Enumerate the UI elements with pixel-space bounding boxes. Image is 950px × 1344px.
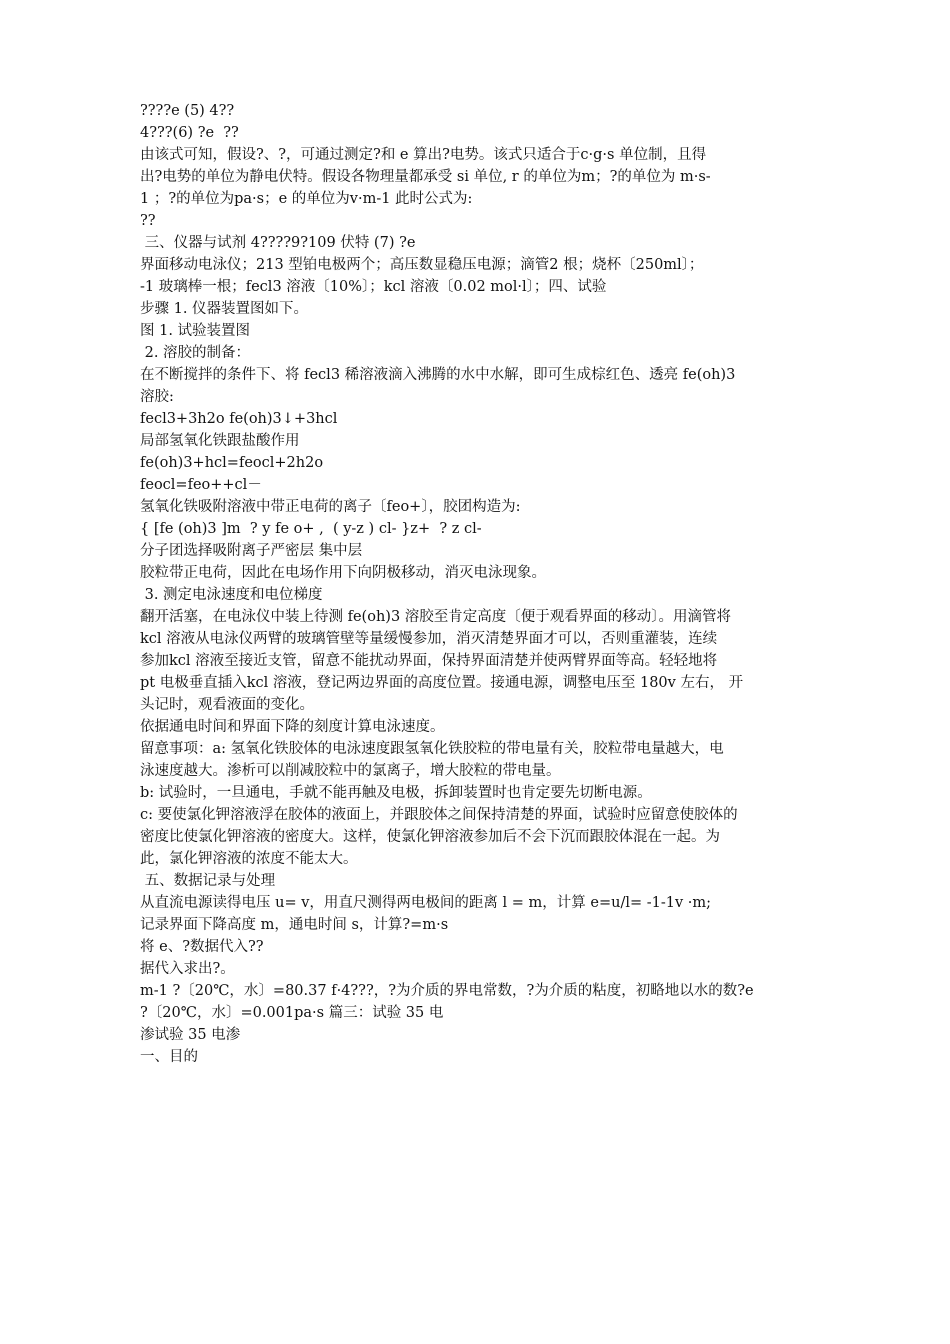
text-line: 将 e、?数据代入?? (140, 939, 264, 955)
text-line: m-1 ?〔20℃，水〕=80.37 f·4???，?为介质的界电常数，?为介质的粘度，初略地以水的数?e (140, 983, 754, 999)
text-line: 出?电势的单位为静电伏特。假设各物理量都承受 si 单位, r 的单位为m；?的单位为 m·s- (140, 169, 711, 185)
text-line: 1 ；?的单位为pa·s；e 的单位为v·m-1 此时公式为: (140, 191, 473, 207)
text-line: -1 玻璃棒一根；fecl3 溶液〔10%〕；kcl 溶液〔0.02 mol·l〕；四、试验 (140, 279, 607, 295)
text-line: 此，氯化钾溶液的浓度不能太大。 (140, 851, 358, 867)
text-line: ?? (140, 213, 156, 229)
text-line: 渗试验 35 电渗 (140, 1027, 241, 1043)
text-line: 溶胶: (140, 389, 174, 405)
section-heading: 一、目的 (140, 1049, 198, 1065)
text-line: 步骤 1. 仪器装置图如下。 (140, 301, 309, 317)
text-line: 由该式可知，假设?、?，可通过测定?和 e 算出?电势。该式只适合于c·g·s 单位制，且得 (140, 147, 707, 163)
text-line: c: 要使氯化钾溶液浮在胶体的液面上，并跟胶体之间保持清楚的界面，试验时应留意使胶体的 (140, 807, 738, 823)
text-line: 依据通电时间和界面下降的刻度计算电泳速度。 (140, 719, 445, 735)
equation-line: feocl=feo++cl－ (140, 477, 262, 493)
text-line: 分子团选择吸附离子严密层 集中层 (140, 543, 363, 559)
text-line: 4???(6) ?e ?? (140, 125, 239, 141)
text-line: 留意事项：a: 氢氧化铁胶体的电泳速度跟氢氧化铁胶粒的带电量有关，胶粒带电量越大，电 (140, 741, 724, 757)
text-line: 在不断搅拌的条件下、将 fecl3 稀溶液滴入沸腾的水中水解，即可生成棕红色、透亮 fe(oh)3 (140, 367, 736, 383)
document-body (140, 100, 820, 1068)
section-heading: 3. 测定电泳速度和电位梯度 (140, 587, 323, 603)
text-line: 胶粒带正电荷，因此在电场作用下向阴极移动，消灭电泳现象。 (140, 565, 546, 581)
text-line: 界面移动电泳仪；213 型铂电极两个；高压数显稳压电源；滴管2 根；烧杯〔250ml〕； (140, 257, 704, 273)
figure-caption: 图 1. 试验装置图 (140, 323, 251, 339)
text-line: 据代入求出?。 (140, 961, 235, 977)
text-line: 氢氧化铁吸附溶液中带正电荷的离子〔feo+〕，胶团构造为: (140, 499, 521, 515)
section-heading: 五、数据记录与处理 (140, 873, 276, 889)
text-line: kcl 溶液从电泳仪两臂的玻璃管壁等量缓慢参加，消灭清楚界面才可以，否则重灌装，连续 (140, 631, 718, 647)
text-line: 记录界面下降高度 m，通电时间 s，计算?=m·s (140, 917, 449, 933)
text-line: 泳速度越大。渗析可以削减胶粒中的氯离子，增大胶粒的带电量。 (140, 763, 561, 779)
text-line: pt 电极垂直插入kcl 溶液，登记两边界面的高度位置。接通电源，调整电压至 180v 左右， 开 (140, 675, 744, 691)
text-line: 头记时，观看液面的变化。 (140, 697, 314, 713)
equation-line: fecl3+3h2o fe(oh)3↓+3hcl (140, 411, 338, 427)
text-line: 翻开活塞，在电泳仪中装上待测 fe(oh)3 溶胶至肯定高度〔便于观看界面的移动〕。用滴管将 (140, 609, 732, 625)
section-heading: 三、仪器与试剂 4????9?109 伏特 (7) ?e (140, 235, 416, 251)
text-line: ?〔20℃，水〕=0.001pa·s 篇三：试验 35 电 (140, 1005, 444, 1021)
text-line: 密度比使氯化钾溶液的密度大。这样，使氯化钾溶液参加后不会下沉而跟胶体混在一起。为 (140, 829, 720, 845)
text-line: 从直流电源读得电压 u= v，用直尺测得两电极间的距离 l = m，计算 e=u/l= -1-1v ·m; (140, 895, 712, 911)
equation-line: { [fe (oh)3 ]m ? y fe o+ , ( y-z ) cl- }z+ ? z cl- (140, 521, 482, 537)
text-line: b: 试验时，一旦通电，手就不能再触及电极，拆卸装置时也肯定要先切断电源。 (140, 785, 652, 801)
text-line: 参加kcl 溶液至接近支管，留意不能扰动界面，保持界面清楚并使两臂界面等高。轻轻地将 (140, 653, 718, 669)
equation-line: fe(oh)3+hcl=feocl+2h2o (140, 455, 324, 471)
text-line: 局部氢氧化铁跟盐酸作用 (140, 433, 300, 449)
section-heading: 2. 溶胶的制备： (140, 345, 251, 361)
text-line: ????e (5) 4?? (140, 103, 235, 119)
